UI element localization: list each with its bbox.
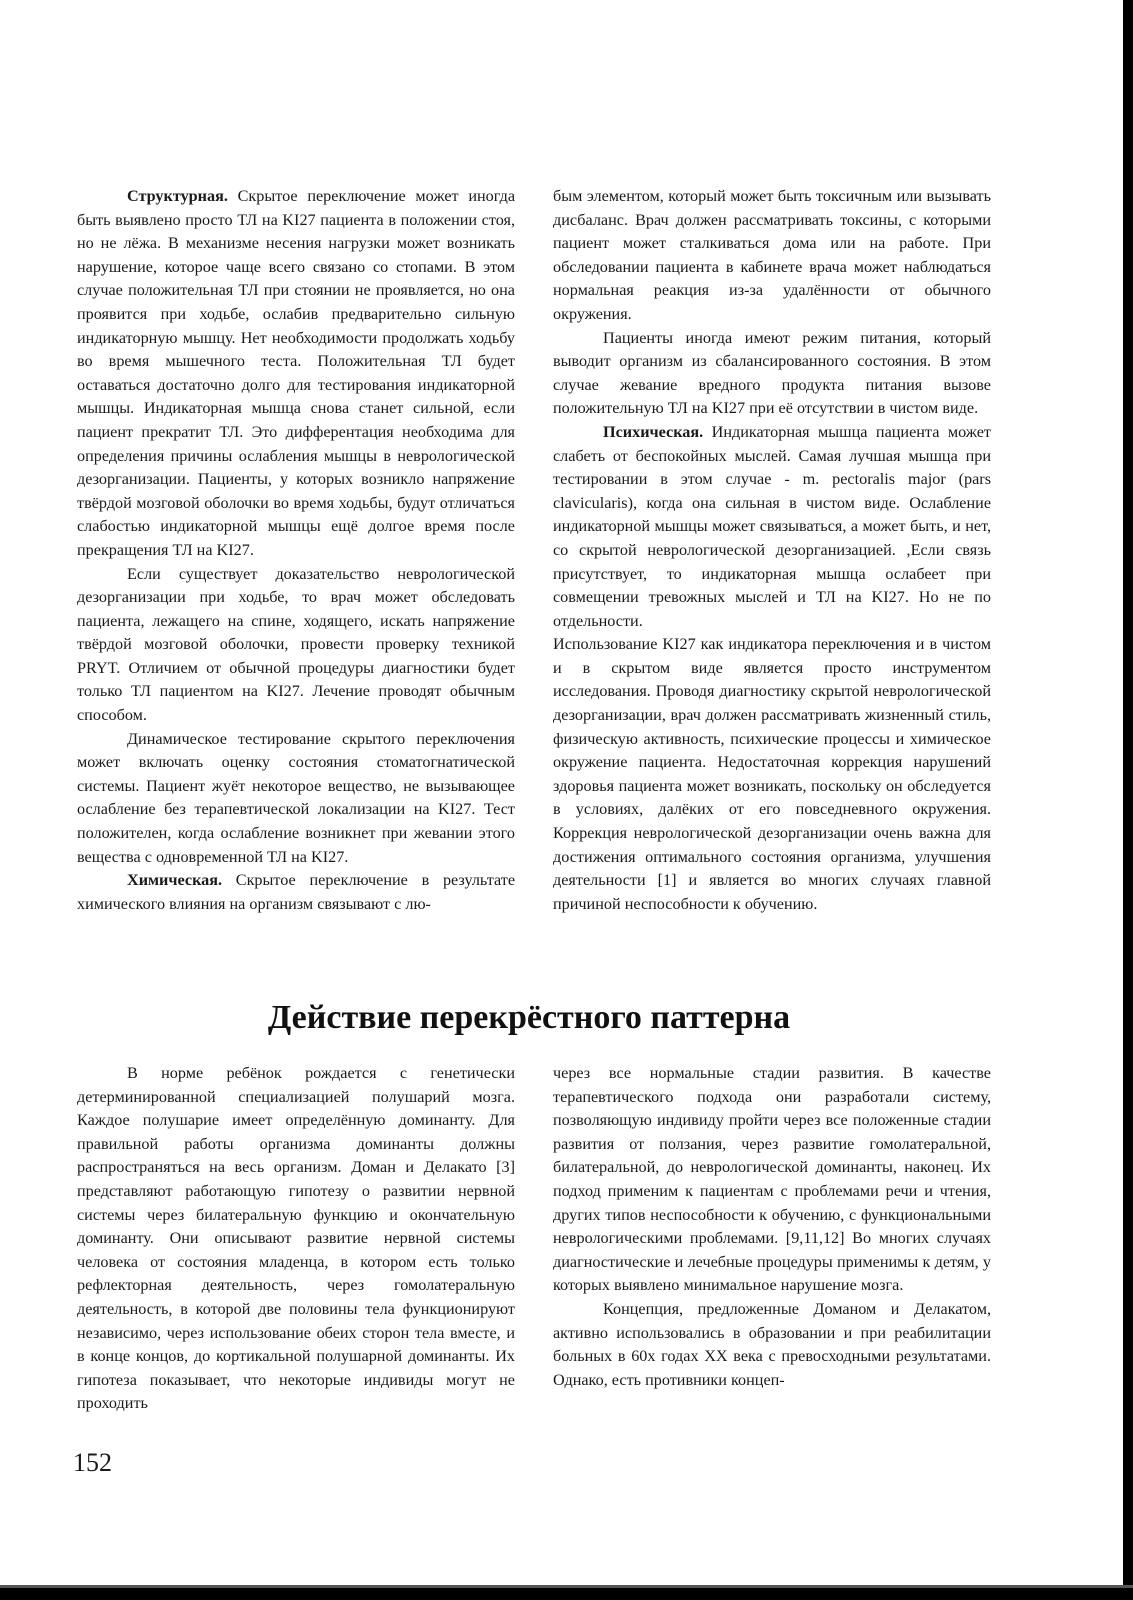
scan-border-right [1123, 0, 1133, 1600]
text-column-bottom-right [553, 1062, 991, 1392]
paragraph-psychic [553, 421, 991, 633]
paragraph-structural [77, 185, 515, 563]
paragraph-text: Скрытое переключение может иногда быть выявлено просто ТЛ на KI27 пациента в положении стоя, но не лёжа. В механизме несения нагрузки может возникать нарушение, которое чаще всего связано со стопами. В этом случае положительная ТЛ при стоянии не проявляется, но она проявится при ходьбе, ослабив предварительно сильную индикаторную мышцу. Нет необходимости продолжать ходьбу во время мышечного теста. Положительная ТЛ будет оставаться достаточно долго для тестирования индикаторной мышцы. Индикаторная мышца снова станет сильной, если пациент прекратит ТЛ. Это дифферентация необходима для определения причины ослабления мышцы в неврологической дезорганизации. Пациенты, у которых возникло напряжение твёрдой мозговой оболочки во время ходьбы, будут отличаться слабостью индикаторной мышцы ещё долгое время после прекращения ТЛ на KI27. [77, 187, 515, 559]
paragraph-ki27-usage: Использование KI27 как индикатора переключения и в чистом и в скрытом виде является просто инструментом исследования. Проводя диагностику скрытой неврологической дезорганизации, врач должен рассматривать жизненный стиль, физическую активность, психические процессы и химическое окружение пациента. Недостаточная коррекция нарушений здоровья пациента может возникать, поскольку он обследуется в условиях, далёких от его повседневного окружения. Коррекция неврологической дезорганизации очень важна для достижения оптимального состояния организма, улучшения деятельности [1] и является во многих случаях главной причиной неспособности к обучению. [553, 635, 991, 913]
text-column-top-right [553, 185, 991, 916]
text-column-bottom-left [77, 1062, 515, 1416]
section-heading: Действие перекрёстного паттерна [267, 999, 791, 1036]
paragraph-text: Индикаторная мышца пациента может слабеть от беспокойных мыслей. Самая лучшая мышца при тестировании в этом случае - m. pectoralis major (pars clavicularis), когда она сильная в чистом виде. Ослабление индикаторной мышцы может связываться, а может быть, и нет, со скрытой неврологической дезорганизацией. ,Если связь присутствует, то индикаторная мышца ослабеет при совмещении тревожных мыслей и ТЛ на KI27. Но не по отдельности. [553, 422, 991, 630]
page-number: 152 [73, 1448, 112, 1477]
paragraph-walking-evidence: Если существует доказательство неврологической дезорганизации при ходьбе, то врач может обследовать пациента, лежащего на спине, ходящего, искать напряжение твёрдой мозговой оболочки, провести проверку техникой PRYT. Отличием от обычной процедуры диагностики будет только ТЛ пациентом на KI27. Лечение проводят обычным способом. [77, 564, 515, 725]
paragraph-development-stages: через все нормальные стадии развития. В качестве терапевтического подхода они разработали систему, позволяющую индивиду пройти через все положенные стадии развития от ползания, через развитие гомолатеральной, билатеральной, до неврологической доминанты, наконец. Их подход применим к пациентам с проблемами речи и чтения, других типов неспособности к обучению, с функциональными неврологическими проблемами. [9,11,12] Во многих случаях диагностические и лечебные процедуры применимы к детям, у которых выявлено минимальное нарушение мозга. [553, 1064, 991, 1295]
paragraph-text: Скрытое переключение в результате химического влияния на организм связывают с лю- [77, 871, 515, 913]
paragraph-concept: Концепция, предложенные Доманом и Делакатом, активно использовались в образовании и при реабилитации больных в 60х годах XX века с превосходными результатами. Однако, есть противники концеп- [553, 1299, 991, 1389]
paragraph-nutrition: Пациенты иногда имеют режим питания, который выводит организм из сбалансированного состояния. В этом случае жевание вредного продукта питания вызове положительную ТЛ на KI27 при её отсутствии в чистом виде. [553, 328, 991, 418]
paragraph-lead: Структурная. [127, 187, 228, 205]
paragraph-dynamic-testing: Динамическое тестирование скрытого переключения может включать оценку состояния стоматогнатической системы. Пациент жуёт некоторое вещество, не вызывающее ослабление без терапевтической локализации на KI27. Тест положителен, когда ослабление возникнет при жевании этого вещества с одновременной ТЛ на KI27. [77, 729, 515, 866]
paragraph-lead: Химическая. [127, 871, 223, 890]
text-column-top-left [77, 185, 515, 916]
paragraph-lead: Психическая. [603, 422, 704, 441]
paragraph-toxins: бым элементом, который может быть токсичным или вызывать дисбаланс. Врач должен рассматривать токсины, с которыми пациент может сталкиваться дома или на работе. При обследовании пациента в кабинете врача может наблюдаться нормальная реакция из-за удалённости от обычного окружения. [553, 187, 991, 323]
paragraph-chemical [77, 869, 515, 916]
paragraph-hemispheres: В норме ребёнок рождается с генетически детерминированной специализацией полушарий мозга. Каждое полушарие имеет определённую доминанту. Для правильной работы организма доминанты должны распространяться на весь организм. Доман и Делакато [3] представляют работающую гипотезу о развитии нервной системы через билатеральную функцию и окончательную доминанту. Они описывают развитие нервной системы человека от состояния младенца, в котором есть только рефлекторная деятельность, через гомолатеральную деятельность, в которой две половины тела функционируют независимо, через использование обеих сторон тела вместе, и в конце концов, до кортикальной полушарной доминанты. Их гипотеза показывает, что некоторые индивиды могут не проходить [77, 1064, 515, 1413]
scan-border-bottom [0, 1588, 1133, 1600]
